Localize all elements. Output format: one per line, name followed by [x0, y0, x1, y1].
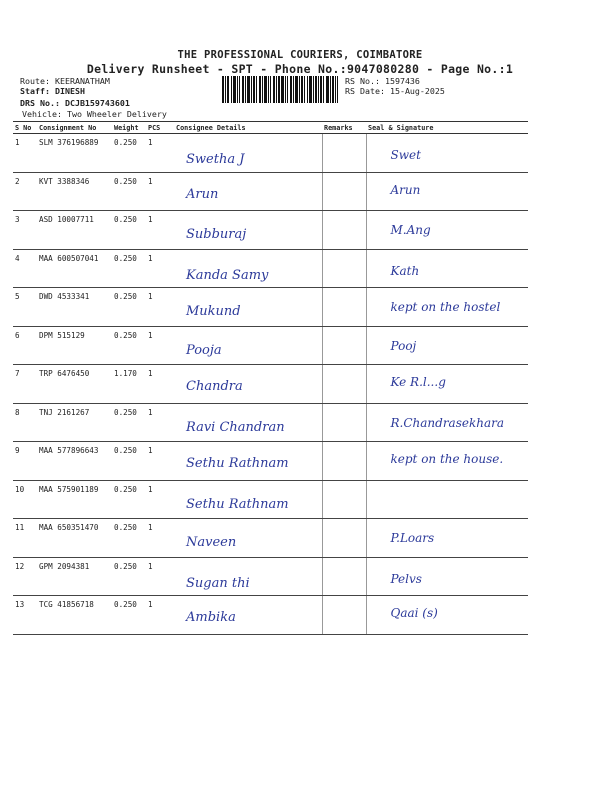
row-signature: M.Ang	[390, 223, 431, 237]
row-sno: 4	[13, 249, 37, 288]
row-consignee-cell	[174, 442, 322, 481]
row-weight: 0.250	[112, 172, 146, 211]
table-row	[13, 596, 528, 635]
row-consignee-name: Naveen	[186, 535, 237, 550]
row-remarks	[322, 249, 366, 288]
table-row	[13, 211, 528, 250]
row-consignee-cell	[174, 249, 322, 288]
row-weight: 1.170	[112, 365, 146, 404]
row-consignment-no: MAA 575901189	[37, 480, 112, 519]
row-signature-cell	[366, 596, 528, 635]
row-consignee-name: Subburaj	[186, 227, 247, 242]
row-remarks	[322, 480, 366, 519]
row-signature: Qaai (s)	[390, 606, 438, 620]
row-sno: 2	[13, 172, 37, 211]
row-consignee-cell	[174, 557, 322, 596]
row-consignee-name: Kanda Samy	[186, 267, 269, 283]
row-pcs: 1	[146, 442, 174, 481]
row-signature: kept on the house.	[390, 452, 504, 466]
row-signature: P.Loars	[390, 531, 435, 545]
row-weight: 0.250	[112, 596, 146, 635]
row-signature-cell	[366, 326, 528, 365]
row-sno: 5	[13, 288, 37, 327]
row-signature: Pelvs	[390, 571, 422, 586]
row-remarks	[322, 365, 366, 404]
row-pcs: 1	[146, 288, 174, 327]
col-weight: Weight	[112, 122, 146, 134]
row-sno: 13	[13, 596, 37, 635]
row-signature-cell	[366, 519, 528, 558]
row-pcs: 1	[146, 557, 174, 596]
vehicle-label: Vehicle: Two Wheeler Delivery	[22, 109, 167, 119]
row-consignee-name: Pooja	[186, 342, 222, 358]
row-consignment-no: DWD 4533341	[37, 288, 112, 327]
route-label: Route: KEERANATHAM	[20, 76, 110, 86]
row-pcs: 1	[146, 134, 174, 173]
row-consignee-name: Ambika	[186, 610, 236, 625]
table-row	[13, 249, 528, 288]
table-row	[13, 172, 528, 211]
row-pcs: 1	[146, 596, 174, 635]
company-title: THE PROFESSIONAL COURIERS, COIMBATORE	[177, 49, 423, 61]
table-row	[13, 403, 528, 442]
row-signature-cell	[366, 249, 528, 288]
row-consignment-no: MAA 650351470	[37, 519, 112, 558]
row-consignee-name: Sethu Rathnam	[186, 456, 289, 471]
drs-number: DRS No.: DCJB159743601	[20, 98, 130, 108]
row-consignee-name: Mukund	[186, 304, 241, 319]
row-sno: 7	[13, 365, 37, 404]
row-signature-cell	[366, 480, 528, 519]
row-consignee-cell	[174, 134, 322, 173]
row-signature: Arun	[390, 182, 421, 197]
row-consignee-cell	[174, 596, 322, 635]
table-row	[13, 480, 528, 519]
row-remarks	[322, 596, 366, 635]
row-signature-cell	[366, 403, 528, 442]
row-sno: 8	[13, 403, 37, 442]
table-row	[13, 442, 528, 481]
row-consignee-cell	[174, 365, 322, 404]
row-consignment-no: KVT 3388346	[37, 172, 112, 211]
row-consignment-no: MAA 577896643	[37, 442, 112, 481]
row-consignee-name: Swetha J	[186, 152, 245, 167]
row-signature-cell	[366, 557, 528, 596]
row-signature: Swet	[390, 148, 421, 162]
row-signature: Pooj	[390, 338, 417, 353]
row-signature-cell	[366, 172, 528, 211]
row-weight: 0.250	[112, 211, 146, 250]
row-weight: 0.250	[112, 519, 146, 558]
row-weight: 0.250	[112, 403, 146, 442]
row-remarks	[322, 326, 366, 365]
runsheet-subtitle: Delivery Runsheet - SPT - Phone No.:9047080280 - Page No.:1	[86, 62, 514, 76]
row-weight: 0.250	[112, 442, 146, 481]
col-consignment: Consignment No	[37, 122, 112, 134]
table-row	[13, 557, 528, 596]
row-signature: Ke R.l...g	[390, 375, 446, 389]
row-consignment-no: TNJ 2161267	[37, 403, 112, 442]
row-remarks	[322, 134, 366, 173]
row-remarks	[322, 172, 366, 211]
row-sno: 3	[13, 211, 37, 250]
row-consignment-no: GPM 2094381	[37, 557, 112, 596]
row-consignment-no: TRP 6476450	[37, 365, 112, 404]
row-pcs: 1	[146, 403, 174, 442]
row-consignee-cell	[174, 519, 322, 558]
row-remarks	[322, 211, 366, 250]
table-row	[13, 365, 528, 404]
row-pcs: 1	[146, 211, 174, 250]
row-consignment-no: TCG 41856718	[37, 596, 112, 635]
table-header-row	[13, 122, 528, 134]
barcode-image	[222, 76, 338, 103]
row-consignee-name: Arun	[186, 186, 219, 202]
table-row	[13, 519, 528, 558]
col-remarks: Remarks	[322, 122, 366, 134]
row-signature: R.Chandrasekhara	[390, 415, 505, 430]
row-consignee-name: Chandra	[186, 379, 243, 394]
row-remarks	[322, 442, 366, 481]
row-remarks	[322, 288, 366, 327]
row-weight: 0.250	[112, 557, 146, 596]
table-row	[13, 134, 528, 173]
row-consignee-cell	[174, 403, 322, 442]
row-consignment-no: MAA 600507041	[37, 249, 112, 288]
row-pcs: 1	[146, 326, 174, 365]
row-sno: 6	[13, 326, 37, 365]
row-pcs: 1	[146, 172, 174, 211]
row-consignee-name: Ravi Chandran	[186, 419, 285, 435]
row-weight: 0.250	[112, 134, 146, 173]
row-consignee-cell	[174, 211, 322, 250]
row-pcs: 1	[146, 249, 174, 288]
row-signature-cell	[366, 134, 528, 173]
row-signature-cell	[366, 442, 528, 481]
row-consignee-name: Sethu Rathnam	[186, 496, 289, 512]
row-weight: 0.250	[112, 326, 146, 365]
row-consignee-cell	[174, 288, 322, 327]
row-remarks	[322, 557, 366, 596]
staff-label: Staff: DINESH	[20, 86, 85, 96]
row-consignee-cell	[174, 172, 322, 211]
row-signature-cell	[366, 211, 528, 250]
row-consignment-no: SLM 376196889	[37, 134, 112, 173]
row-remarks	[322, 403, 366, 442]
row-signature-cell	[366, 365, 528, 404]
runsheet-table	[13, 121, 528, 635]
row-pcs: 1	[146, 365, 174, 404]
row-weight: 0.250	[112, 249, 146, 288]
row-remarks	[322, 519, 366, 558]
row-sno: 10	[13, 480, 37, 519]
row-signature: Kath	[390, 263, 420, 278]
col-signature: Seal & Signature	[366, 122, 528, 134]
col-sno: S No	[13, 122, 37, 134]
row-pcs: 1	[146, 480, 174, 519]
rs-number: RS No.: 1597436	[345, 76, 420, 86]
row-sno: 1	[13, 134, 37, 173]
row-signature: kept on the hostel	[390, 300, 501, 314]
row-pcs: 1	[146, 519, 174, 558]
table-row	[13, 326, 528, 365]
table-row	[13, 288, 528, 327]
row-consignee-name: Sugan thi	[186, 575, 250, 591]
row-sno: 12	[13, 557, 37, 596]
row-sno: 9	[13, 442, 37, 481]
row-consignee-cell	[174, 326, 322, 365]
row-weight: 0.250	[112, 480, 146, 519]
row-consignment-no: DPM 515129	[37, 326, 112, 365]
col-consignee: Consignee Details	[174, 122, 322, 134]
row-consignment-no: ASD 10007711	[37, 211, 112, 250]
col-pcs: PCS	[146, 122, 174, 134]
row-consignee-cell	[174, 480, 322, 519]
row-signature-cell	[366, 288, 528, 327]
row-sno: 11	[13, 519, 37, 558]
row-weight: 0.250	[112, 288, 146, 327]
rs-date: RS Date: 15-Aug-2025	[345, 86, 445, 96]
